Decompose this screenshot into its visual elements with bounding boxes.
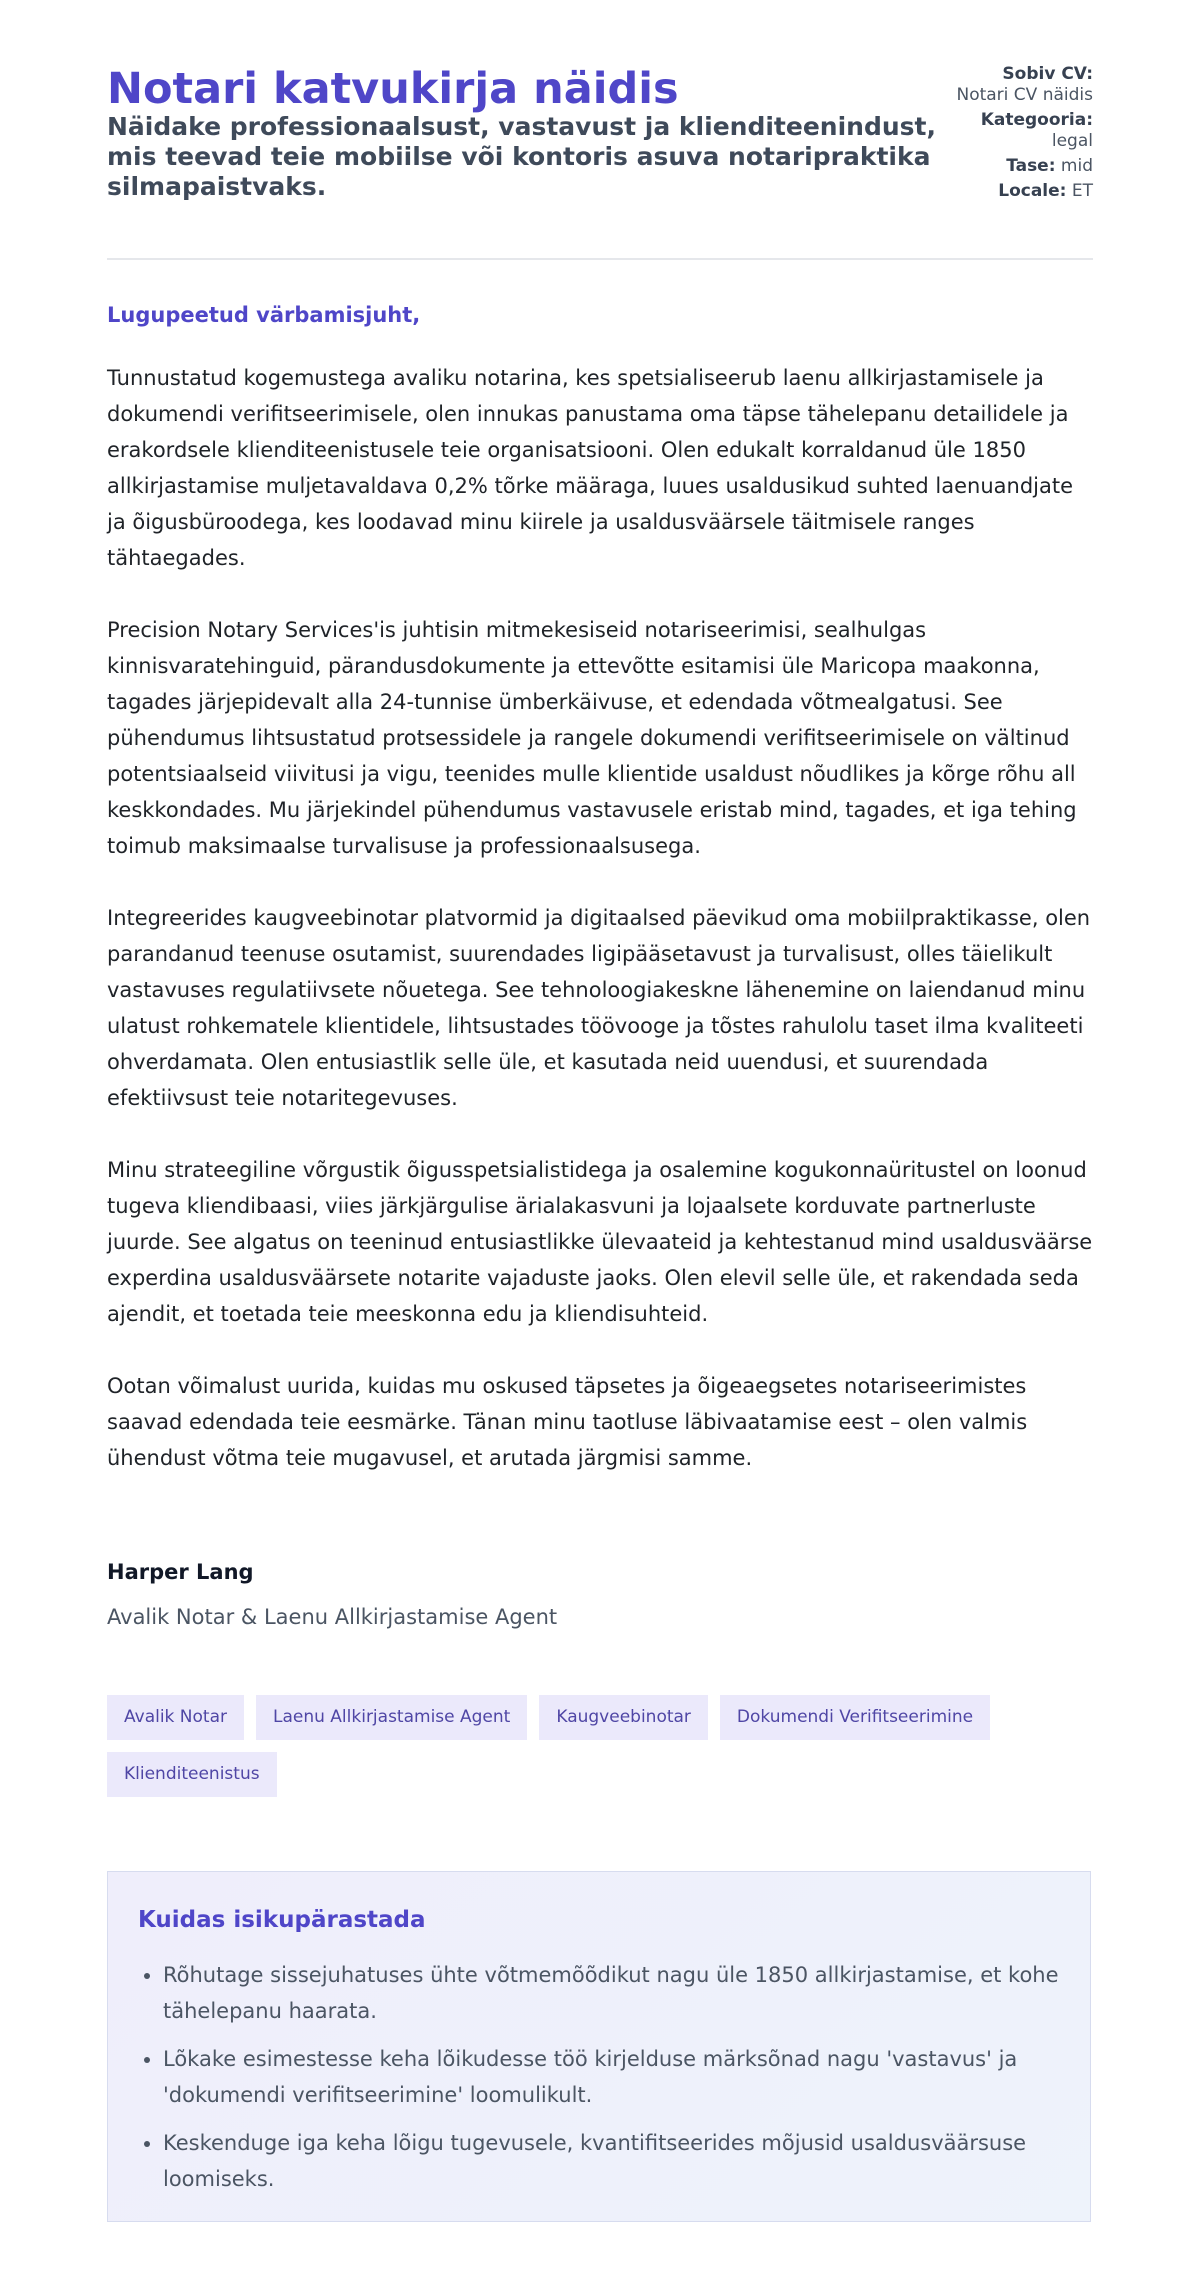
meta-level-value: mid [1060,156,1093,176]
paragraph: Minu strateegiline võrgustik õigusspetsialistidega ja osalemine kogukonnaüritustel on loonud tugeva kliendibaasi, viies järkjärgulise ärialakasvuni ja lojaalsete korduvate partnerluste juurde. See algatus on teeninud entusiastlikke ülevaateid ja kehtestanud mind usaldusväärse experdina usaldusväärsete notarite vajaduste jaoks. Olen elevil selle üle, et rakendada seda ajendit, et toetada teie meeskonna edu ja kliendisuhteid. [107,1158,1093,1326]
meta-category-value: legal [1051,131,1093,151]
paragraph: Tunnustatud kogemustega avaliku notarina, kes spetsialiseerub laenu allkirjastamisele ja dokumendi verifitseerimisele, olen innukas panustama oma täpse tähelepanu detailidele ja erakordsele klienditeenistusele teie organisatsiooni. Olen edukalt korraldanud üle 1850 allkirjastamise muljetavaldava 0,2% tõrke määraga, luues usaldusikud suhted laenuandjate ja õigusbüroodega, kes loodavad minu kiirele ja usaldusväärsele täitmisele ranges tähtaegades. [107,366,1074,570]
skill-tags [107,1695,1093,1797]
meta-cv-label: Sobiv CV: [1002,64,1093,84]
meta-cv-value: Notari CV näidis [956,85,1093,105]
tip-item: • Lõkake esimestesse keha lõikudesse töö kirjelduse märksõnad nagu 'vastavus' ja 'dokumendi verifitseerimine' loomulikult. [163,2041,1073,2113]
cover-letter-page [107,0,1093,2191]
meta-level-label: Tase: [1006,156,1056,176]
page-header [107,0,1093,260]
tips-title: Kuidas isikupärastada [138,1907,426,1933]
meta-locale-label: Locale: [998,181,1067,201]
paragraph: Precision Notary Services'is juhtisin mitmekesiseid notariseerimisi, sealhulgas kinnisvaratehinguid, pärandusdokumente ja ettevõtte esitamisi üle Maricopa maakonna, tagades järjepidevalt alla 24-tunnise ümberkäivuse, et edendada võtmealgatusi. See pühendumus lihtsustatud protsessidele ja rangele dokumendi verifitseerimisele on vältinud potentsiaalseid viivitusi ja vigu, teenides mulle klientide usaldust nõudlikes ja kõrge rõhu all keskkondades. Mu järjekindel pühendumus vastavusele eristab mind, tagades, et iga tehing toimub maksimaalse turvalisuse ja professionaalsusega. [107,618,1077,858]
page-title: Notari katvukirja näidis [107,64,679,114]
skill-tag: Dokumendi Verifitseerimine [720,1695,990,1740]
meta-locale-value: ET [1071,181,1093,201]
signature-title: Avalik Notar & Laenu Allkirjastamise Agent [107,1605,558,1629]
skill-tag: Laenu Allkirjastamise Agent [256,1695,527,1740]
tip-item: • Rõhutage sissejuhatuses ühte võtmemõõdikut nagu üle 1850 allkirjastamise, et kohe tähelepanu haarata. [163,1957,1073,2029]
signature-name: Harper Lang [107,1560,254,1584]
meta-cv [953,64,1093,106]
tips-list [138,1957,1073,2209]
skill-tag: Avalik Notar [107,1695,244,1740]
page-subtitle: Näidake professionaalsust, vastavust ja klienditeenindust, mis teevad teie mobiilse või kontoris asuva notaripraktika silmapaistvaks. [107,112,936,201]
meta-locale [953,181,1093,202]
meta-info [953,64,1093,206]
skill-tag: Kaugveebinotar [539,1695,708,1740]
letter-body [107,360,1093,1512]
paragraph: Ootan võimalust uurida, kuidas mu oskused täpsetes ja õigeaegsetes notariseerimistes saavad edendada teie eesmärke. Tänan minu taotluse läbivaatamise eest – olen valmis ühendust võtma teie mugavusel, et arutada järgmisi samme. [107,1374,1028,1470]
meta-category [953,110,1093,152]
meta-category-label: Kategooria: [980,110,1093,130]
salutation: Lugupeetud värbamisjuht, [107,303,421,327]
paragraph: Integreerides kaugveebinotar platvormid ja digitaalsed päevikud oma mobiilpraktikasse, olen parandanud teenuse osutamist, suurendades ligipääsetavust ja turvalisust, olles täielikult vastavuses regulatiivsete nõuetega. See tehnoloogiakeskne lähenemine on laiendanud minu ulatust rohkematele klientidele, lihtsustades töövooge ja tõstes rahulolu taset ilma kvaliteeti ohverdamata. Olen entusiastlik selle üle, et kasutada neid uuendusi, et suurendada efektiivsust teie notaritegevuses. [107,906,1091,1110]
skill-tag: Klienditeenistus [107,1752,277,1797]
tip-item: • Keskenduge iga keha lõigu tugevusele, kvantifitseerides mõjusid usaldusväärsuse loomiseks. [163,2125,1073,2197]
meta-level [953,156,1093,177]
personalization-tips-box [107,1871,1091,2222]
